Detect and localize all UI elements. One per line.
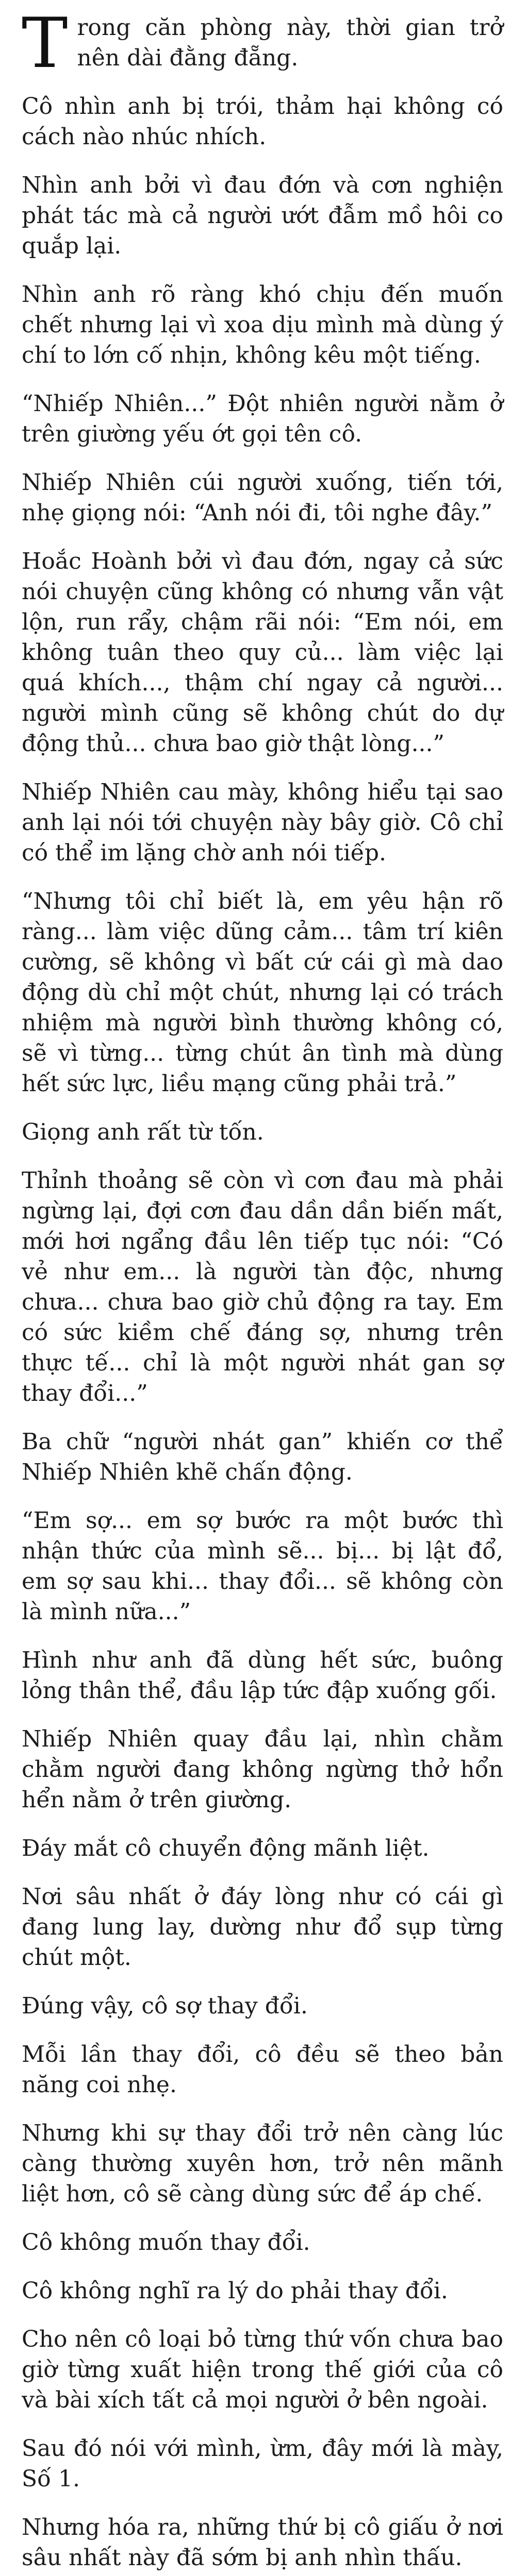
- story-paragraph: Nhìn anh bởi vì đau đớn và cơn nghiện phát tác mà cả người ướt đẫm mồ hôi co quắp lại.: [22, 172, 503, 259]
- story-paragraph: “Nhưng tôi chỉ biết là, em yêu hận rõ ràng... làm việc dũng cảm... tâm trí kiên cường, sẽ không vì bất cứ cái gì mà dao động dù chỉ một chút, nhưng lại có trách nhiệm mà người bình thường không có, sẽ vì từng... từng chút ân tình mà dùng hết sức lực, liều mạng cũng phải trả.”: [22, 888, 503, 1097]
- story-paragraph: Cho nên cô loại bỏ từng thứ vốn chưa bao giờ từng xuất hiện trong thế giới của cô và bài xích tất cả mọi người ở bên ngoài.: [22, 2326, 503, 2413]
- story-paragraph: Hoắc Hoành bởi vì đau đớn, ngay cả sức nói chuyện cũng không có nhưng vẫn vật lộn, run rẩy, chậm rãi nói: “Em nói, em không tuân theo quy củ... làm việc lại quá khích..., thậm chí ngay cả người... người mình cũng sẽ không chút do dự động thủ... chưa bao giờ thật lòng...”: [22, 548, 503, 757]
- story-paragraph: Cô không nghĩ ra lý do phải thay đổi.: [22, 2278, 448, 2304]
- body-paragraphs: [22, 91, 503, 2576]
- story-paragraph: Nhiếp Nhiên cau mày, không hiểu tại sao anh lại nói tới chuyện này bây giờ. Cô chỉ có thể im lặng chờ anh nói tiếp.: [22, 779, 503, 866]
- story-paragraph: Cô không muốn thay đổi.: [22, 2229, 310, 2256]
- story-paragraph: Cô nhìn anh bị trói, thảm hại không có cách nào nhúc nhích.: [22, 93, 503, 150]
- story-paragraph: Hình như anh đã dùng hết sức, buông lỏng thân thể, đầu lập tức đập xuống gối.: [22, 1647, 503, 1704]
- story-paragraph: Đáy mắt cô chuyển động mãnh liệt.: [22, 1835, 430, 1861]
- opening-text: rong căn phòng này, thời gian trở nên dài đằng đẵng.: [77, 14, 503, 71]
- story-paragraph: Mỗi lần thay đổi, cô đều sẽ theo bản năng coi nhẹ.: [22, 2041, 503, 2098]
- opening-paragraph: [22, 3, 503, 83]
- story-paragraph: “Em sợ... em sợ bước ra một bước thì nhận thức của mình sẽ... bị... bị lật đổ, em sợ sau khi... thay đổi... sẽ không còn là mình nữa...”: [22, 1507, 503, 1625]
- story-paragraph: “Nhiếp Nhiên...” Đột nhiên người nằm ở trên giường yếu ớt gọi tên cô.: [22, 391, 503, 447]
- story-paragraph: Nhiếp Nhiên quay đầu lại, nhìn chằm chằm người đang không ngừng thở hổn hển nằm ở trên giường.: [22, 1726, 503, 1813]
- story-paragraph: Nhìn anh rõ ràng khó chịu đến muốn chết nhưng lại vì xoa dịu mình mà dùng ý chí to lớn cố nhịn, không kêu một tiếng.: [22, 281, 503, 368]
- drop-cap-letter: T: [22, 3, 68, 83]
- story-paragraph: Ba chữ “người nhát gan” khiến cơ thể Nhiếp Nhiên khẽ chấn động.: [22, 1429, 503, 1485]
- story-paragraph: Thỉnh thoảng sẽ còn vì cơn đau mà phải ngừng lại, đợi cơn đau dần dần biến mất, mới hơi ngẩng đầu lên tiếp tục nói: “Có vẻ như em... là người tàn độc, nhưng chưa... chưa bao giờ chủ động ra tay. Em có sức kiềm chế đáng sợ, nhưng trên thực tế... chỉ là một người nhát gan sợ thay đổi...”: [22, 1167, 503, 1406]
- story-paragraph: Nhiếp Nhiên cúi người xuống, tiến tới, nhẹ giọng nói: “Anh nói đi, tôi nghe đây.”: [22, 469, 503, 526]
- story-paragraph: Nơi sâu nhất ở đáy lòng như có cái gì đang lung lay, dường như đổ sụp từng chút một.: [22, 1884, 503, 1971]
- story-paragraph: Đúng vậy, cô sợ thay đổi.: [22, 1993, 308, 2019]
- story-paragraph: Giọng anh rất từ tốn.: [22, 1119, 264, 1145]
- story-paragraph: Sau đó nói với mình, ừm, đây mới là mày, Số 1.: [22, 2435, 503, 2492]
- story-paragraph: Nhưng khi sự thay đổi trở nên càng lúc càng thường xuyên hơn, trở nên mãnh liệt hơn, cô sẽ càng dùng sức để áp chế.: [22, 2120, 503, 2207]
- story-paragraph: Nhưng hóa ra, những thứ bị cô giấu ở nơi sâu nhất này đã sớm bị anh nhìn thấu.: [22, 2514, 503, 2571]
